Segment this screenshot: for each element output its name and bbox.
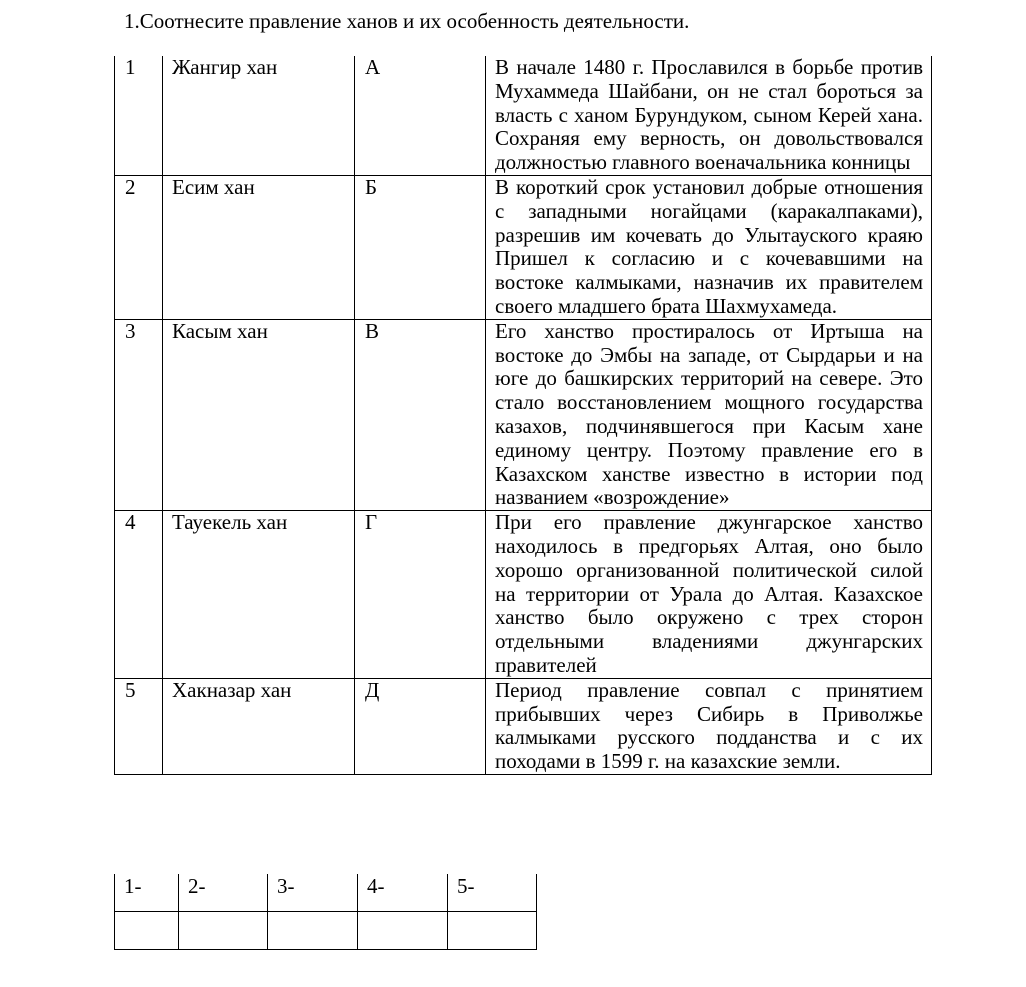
answer-header-row — [115, 874, 537, 912]
table-row — [115, 511, 932, 679]
option-letter: Г — [355, 511, 486, 679]
option-letter: Д — [355, 678, 486, 774]
khan-name: Касым хан — [163, 319, 355, 510]
khan-description: Его ханство простиралось от Иртыша на востоке до Эмбы на западе, от Сырдарьи и на юге до башкирских территорий на севере. Это стало восстановлением мощного государства казахов, подчинявшегося при Касым хане единому центру. Поэтому правление его в Казахском ханстве известно в истории под названием «возрождение» — [486, 319, 932, 510]
khan-description: В начале 1480 г. Прославился в борьбе против Мухаммеда Шайбани, он не стал бороться за власть с ханом Бурундуком, сыном Керей хана. Сохраняя ему верность, он довольствовался должностью главного военачальника конницы — [486, 56, 932, 175]
row-number: 5 — [115, 678, 163, 774]
khan-description: При его правление джунгарское ханство находилось в предгорьях Алтая, оно было хорошо организованной политической силой на территории от Урала до Алтая. Казахское ханство было окружено с трех сторон отдельными владениями джунгарских правителей — [486, 511, 932, 679]
row-number: 2 — [115, 175, 163, 319]
answer-cell-3[interactable] — [268, 912, 358, 950]
answer-cell-5[interactable] — [448, 912, 537, 950]
khans-matching-table — [114, 56, 932, 775]
answer-input-row — [115, 912, 537, 950]
answer-header-2: 2- — [179, 874, 268, 912]
answer-header-5: 5- — [448, 874, 537, 912]
row-number: 1 — [115, 56, 163, 175]
khan-description: В короткий срок установил добрые отношения с западными ногайцами (каракалпаками), разрешив им кочевать до Улытауского краяю Пришел к согласию и с кочевавшими на востоке калмыками, назначив их правителем своего младшего брата Шахмухамеда. — [486, 175, 932, 319]
khan-name: Тауекель хан — [163, 511, 355, 679]
answer-cell-2[interactable] — [179, 912, 268, 950]
option-letter: В — [355, 319, 486, 510]
answer-table — [114, 874, 537, 950]
table-row — [115, 319, 932, 510]
khan-description: Период правление совпал с принятием прибывших через Сибирь в Приволжье калмыками русского подданства и с их походами в 1599 г. на казахские земли. — [486, 678, 932, 774]
table-row — [115, 678, 932, 774]
khan-name: Есим хан — [163, 175, 355, 319]
answer-header-4: 4- — [358, 874, 448, 912]
answer-cell-1[interactable] — [115, 912, 179, 950]
answer-cell-4[interactable] — [358, 912, 448, 950]
exercise-title: 1.Соотнесите правление ханов и их особенность деятельности. — [124, 9, 690, 33]
option-letter: А — [355, 56, 486, 175]
row-number: 4 — [115, 511, 163, 679]
khan-name: Хакназар хан — [163, 678, 355, 774]
answer-header-3: 3- — [268, 874, 358, 912]
table-row — [115, 56, 932, 175]
khan-name: Жангир хан — [163, 56, 355, 175]
row-number: 3 — [115, 319, 163, 510]
answer-header-1: 1- — [115, 874, 179, 912]
option-letter: Б — [355, 175, 486, 319]
table-row — [115, 175, 932, 319]
